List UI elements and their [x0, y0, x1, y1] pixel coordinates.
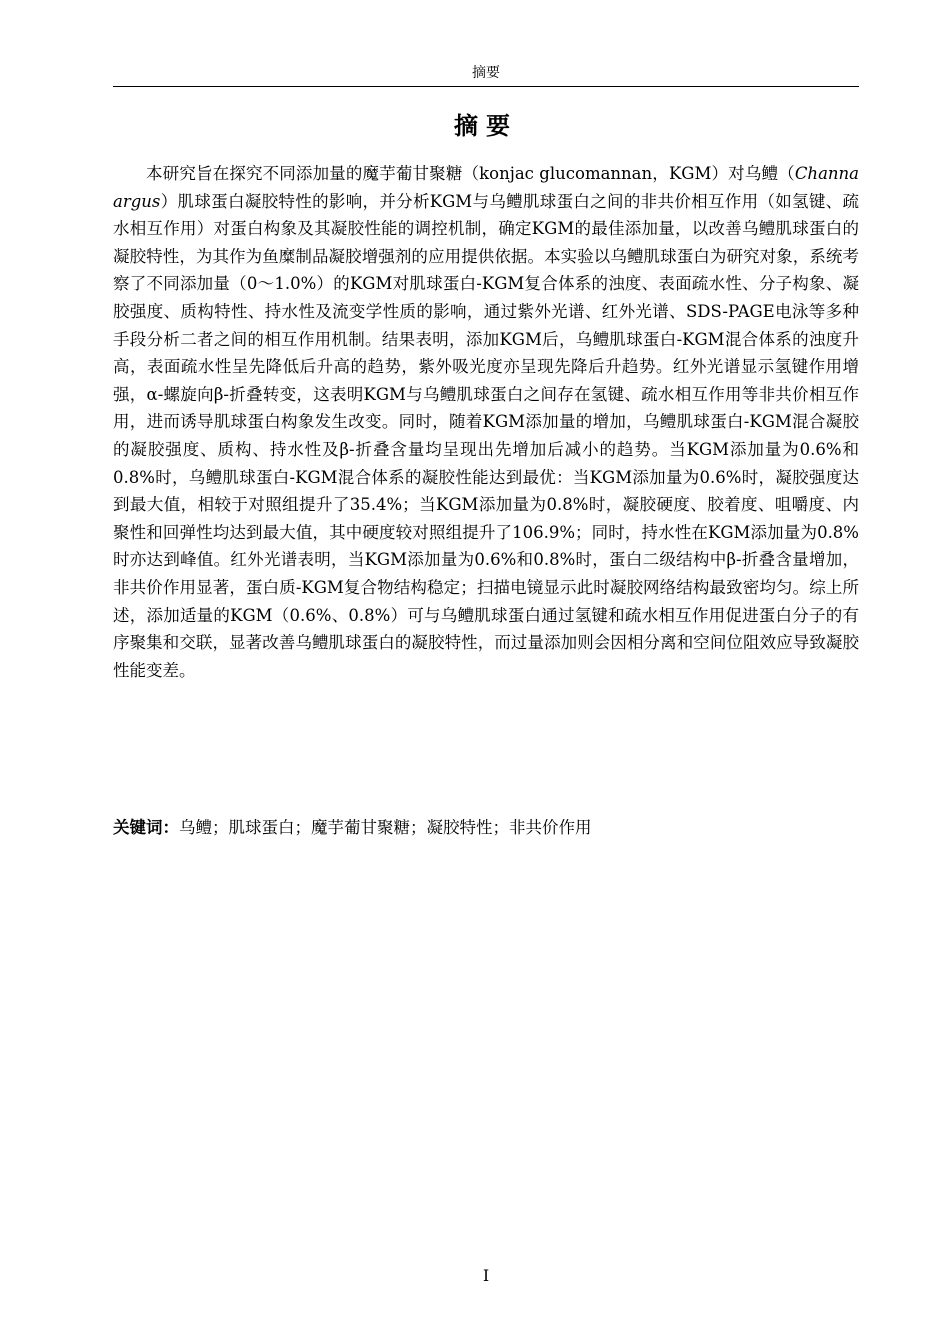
- page-number: I: [482, 1266, 490, 1285]
- species-name-italic: Channa argus: [113, 164, 859, 211]
- keywords-line: [113, 814, 859, 842]
- abstract-text-part2: ）肌球蛋白凝胶特性的影响，并分析KGM与乌鳢肌球蛋白之间的非共价相互作用（如氢键、疏水相互作用）对蛋白构象及其凝胶性能的调控机制，确定KGM的最佳添加量，以改善乌鳢肌球蛋白的凝胶特性，为其作为鱼糜制品凝胶增强剂的应用提供依据。本实验以乌鳢肌球蛋白为研究对象，系统考察了不同添加量（0～1.0%）的KGM对肌球蛋白-KGM复合体系的浊度、表面疏水性、分子构象、凝胶强度、质构特性、持水性及流变学性质的影响，通过紫外光谱、红外光谱、SDS-PAGE电泳等多种手段分析二者之间的相互作用机制。结果表明，添加KGM后，乌鳢肌球蛋白-KGM混合体系的浊度升高，表面疏水性呈先降低后升高的趋势，紫外吸光度亦呈现先降后升趋势。红外光谱显示氢键作用增强，α-螺旋向β-折叠转变，这表明KGM与乌鳢肌球蛋白之间存在氢键、疏水相互作用等非共价相互作用，进而诱导肌球蛋白构象发生改变。同时，随着KGM添加量的增加，乌鳢肌球蛋白-KGM混合凝胶的凝胶强度、质构、持水性及β-折叠含量均呈现出先增加后减小的趋势。当KGM添加量为0.6%和0.8%时，乌鳢肌球蛋白-KGM混合体系的凝胶性能达到最优：当KGM添加量为0.6%时，凝胶强度达到最大值，相较于对照组提升了35.4%；当KGM添加量为0.8%时，凝胶硬度、胶着度、咀嚼度、内聚性和回弹性均达到最大值，其中硬度较对照组提升了106.9%；同时，持水性在KGM添加量为0.8%时亦达到峰值。红外光谱表明，当KGM添加量为0.6%和0.8%时，蛋白二级结构中β-折叠含量增加，非共价作用显著，蛋白质-KGM复合物结构稳定；扫描电镜显示此时凝胶网络结构最致密均匀。综上所述，添加适量的KGM（0.6%、0.8%）可与乌鳢肌球蛋白通过氢键和疏水相互作用促进蛋白分子的有序聚集和交联，显著改善乌鳢肌球蛋白的凝胶特性，而过量添加则会因相分离和空间位阻效应导致凝胶性能变差。: [113, 191, 859, 680]
- abstract-text-part1: 本研究旨在探究不同添加量的魔芋葡甘聚糖（konjac glucomannan，KGM）对乌鳢（: [146, 164, 795, 183]
- keywords-text: 乌鳢；肌球蛋白；魔芋葡甘聚糖；凝胶特性；非共价作用: [179, 818, 592, 837]
- page-title: 摘要: [454, 111, 518, 140]
- abstract-paragraph: [113, 160, 859, 684]
- keywords-label: 关键词：: [113, 818, 179, 837]
- running-header: 摘要: [472, 65, 500, 81]
- header-rule: [113, 86, 859, 87]
